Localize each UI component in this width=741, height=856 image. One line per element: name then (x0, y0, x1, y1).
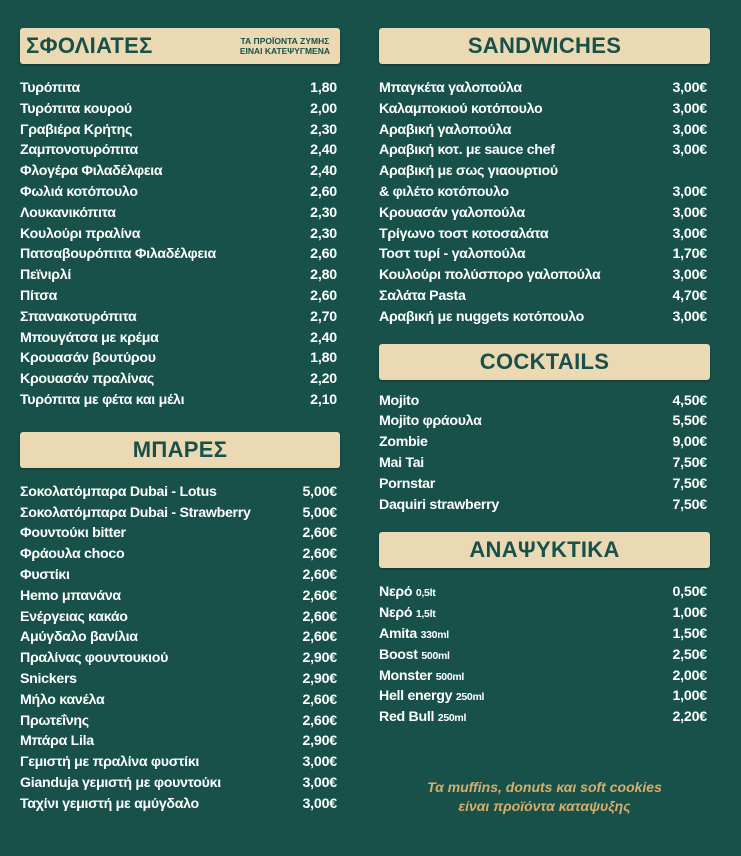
menu-item (20, 503, 340, 524)
menu-item-price: 1,50€ (672, 625, 707, 642)
menu-item-price: 2,60€ (302, 525, 337, 542)
menu-item-name: Mojito (379, 392, 419, 409)
sfoliates-list (20, 78, 340, 411)
menu-item-price: 2,30 (310, 121, 337, 138)
menu-item (20, 99, 340, 120)
sandwiches-list (379, 78, 710, 328)
menu-item-price: 2,10 (310, 391, 337, 408)
menu-item-name: Monster 500ml (379, 667, 465, 684)
menu-item-price: 1,70€ (672, 246, 707, 263)
menu-item-size: 500ml (435, 670, 465, 683)
menu-item-price: 2,60€ (302, 587, 337, 604)
menu-item-price: 1,00€ (672, 605, 707, 622)
menu-item-price: 2,60€ (302, 566, 337, 583)
menu-item-name: Τυρόπιτα με φέτα και μέλι (20, 391, 185, 408)
menu-item-price: 2,80 (310, 267, 337, 284)
menu-item (20, 773, 340, 794)
menu-item (20, 731, 340, 752)
menu-item (379, 140, 710, 161)
menu-item (20, 794, 340, 815)
menu-item-name: Ενέργειας κακάο (20, 608, 128, 625)
frozen-products-footer (379, 778, 710, 816)
menu-item (20, 627, 340, 648)
menu-item-name: Amita 330ml (379, 625, 449, 642)
menu-item-name: Τοστ τυρί - γαλοπούλα (379, 246, 526, 263)
menu-item-price: 2,30 (310, 225, 337, 242)
menu-item-price: 2,30 (310, 204, 337, 221)
menu-item-size: 0,5lt (415, 587, 436, 600)
menu-item-price: 5,50€ (672, 413, 707, 430)
menu-item-price: 7,50€ (672, 454, 707, 471)
menu-item-name: Μπαγκέτα γαλοπούλα (379, 80, 522, 96)
menu-item (379, 78, 710, 99)
menu-item-name: Ζαμπονοτυρόπιτα (20, 142, 138, 159)
menu-item (20, 120, 340, 141)
menu-item-name: Mai Tai (379, 454, 424, 471)
right-column (379, 28, 710, 728)
menu-item-price: 2,60 (310, 287, 337, 304)
menu-item-price: 3,00€ (672, 308, 707, 325)
menu-item-price: 2,50€ (672, 646, 707, 663)
menu-item-size: 500ml (421, 649, 450, 662)
menu-item-name: Pornstar (379, 475, 435, 492)
menu-item (379, 686, 710, 707)
menu-item-name: Πίτσα (20, 287, 58, 304)
cocktails-title: COCKTAILS (479, 348, 610, 374)
menu-item-name: Σοκολατόμπαρα Dubai - Strawberry (20, 504, 251, 521)
bars-title: ΜΠΑΡΕΣ (132, 436, 228, 462)
bars-list (20, 482, 340, 815)
menu-item-name: Σπανακοτυρόπιτα (20, 308, 137, 325)
menu-item-name: Gianduja γεμιστή με φουντούκι (20, 774, 221, 791)
menu-item-name: Hell energy 250ml (379, 688, 485, 705)
menu-item-price: 2,40 (310, 329, 337, 346)
menu-item-name: Αραβική κοτ. με sauce chef (379, 142, 555, 159)
menu-item-name: Λουκανικόπιτα (20, 204, 116, 221)
menu-item-name: Πρωτεΐνης (20, 712, 89, 729)
menu-item-name: Φουντούκι bitter (20, 525, 126, 542)
menu-item-price: 7,50€ (672, 496, 707, 513)
menu-item-name: Μπάρα Lila (20, 733, 94, 750)
menu-item-name: Φυστίκι (20, 566, 70, 583)
menu-item (379, 203, 710, 224)
menu-item-price: 2,60€ (302, 546, 337, 563)
menu-item-price: 3,00€ (672, 142, 707, 159)
menu-item-size: 250ml (455, 691, 485, 704)
menu-item-price: 3,00€ (672, 225, 707, 242)
menu-item (379, 99, 710, 120)
menu-item (379, 161, 710, 182)
menu-item (379, 624, 710, 645)
menu-item-name: Μπουγάτσα με κρέμα (20, 329, 159, 346)
menu-item-price: 1,00€ (672, 688, 707, 705)
menu-item (20, 161, 340, 182)
menu-item (20, 544, 340, 565)
menu-item-name: Κουλούρι πραλίνα (20, 225, 141, 242)
menu-item-name: Φωλιά κοτόπουλο (20, 183, 138, 200)
menu-item-size: 1,5lt (415, 608, 436, 621)
menu-item (20, 586, 340, 607)
menu-item-price: 0,50€ (672, 584, 707, 601)
soft-drinks-title: ΑΝΑΨΥΚΤΙΚΑ (469, 537, 620, 563)
menu-item-price: 2,20€ (672, 709, 707, 726)
menu-item (20, 752, 340, 773)
menu-item-name: Daquiri strawberry (379, 496, 499, 513)
menu-item (20, 244, 340, 265)
menu-item-price: 3,00€ (672, 204, 707, 221)
menu-item (379, 707, 710, 728)
menu-item-size: 330ml (420, 628, 449, 641)
menu-item-price: 2,90€ (302, 733, 337, 750)
menu-item-price: 3,00€ (302, 774, 337, 791)
menu-item-price: 2,60€ (302, 608, 337, 625)
menu-item-name: Νερό 0,5lt (379, 584, 436, 601)
menu-item (379, 411, 710, 432)
menu-item-price: 2,90€ (302, 650, 337, 667)
soft-drinks-banner (379, 532, 710, 568)
footer-line1: Τα muffins, donuts και soft cookies (427, 779, 662, 795)
menu-item (20, 690, 340, 711)
menu-item (20, 482, 340, 503)
menu-item-name: Καλαμποκιού κοτόπουλο (379, 100, 543, 117)
menu-item-name: Red Bull 250ml (379, 709, 467, 726)
menu-item (379, 120, 710, 141)
menu-item-name: Zombie (379, 434, 428, 451)
menu-item-name: Mojito φράουλα (379, 413, 482, 430)
menu-item-price: 2,60 (310, 183, 337, 200)
sandwiches-title: SANDWICHES (467, 33, 622, 58)
menu-item (379, 495, 710, 516)
menu-item-price: 2,60 (310, 246, 337, 263)
menu-item-price: 4,70€ (672, 287, 707, 304)
menu-item-price: 2,20 (310, 371, 337, 388)
menu-item-price: 1,80 (310, 350, 337, 367)
menu-item-name: Κρουασάν βουτύρου (20, 350, 156, 367)
menu-item (20, 328, 340, 349)
menu-item-name: Φράουλα choco (20, 546, 125, 563)
menu-item (379, 391, 710, 412)
menu-item-price: 2,40 (310, 142, 337, 159)
menu-item (379, 432, 710, 453)
menu-item-price: 5,00€ (302, 483, 337, 500)
menu-item-price: 3,00€ (302, 754, 337, 771)
menu-item-name: Γραβιέρα Κρήτης (20, 121, 133, 138)
menu-item-price: 3,00€ (672, 267, 707, 284)
menu-item (20, 369, 340, 390)
menu-item (20, 669, 340, 690)
menu-item-price: 2,70 (310, 308, 337, 325)
menu-item-name: Κρουασάν γαλοπούλα (379, 204, 525, 221)
menu-item (379, 474, 710, 495)
menu-item-price: 3,00€ (672, 183, 707, 200)
menu-item (20, 203, 340, 224)
menu-item-name: & φιλέτο κοτόπουλο (379, 183, 509, 200)
menu-item (379, 224, 710, 245)
menu-item-price: 3,00€ (302, 795, 337, 812)
menu-item-price: 2,90€ (302, 670, 337, 687)
sandwiches-banner (379, 28, 710, 64)
footer-line2: είναι προϊόντα καταψυξης (458, 798, 631, 814)
menu-item-price: 1,80 (310, 80, 337, 96)
menu-item (20, 286, 340, 307)
menu-item-name: Αραβική με σως γιαουρτιού (379, 163, 558, 180)
menu-item (20, 265, 340, 286)
menu-item (20, 523, 340, 544)
menu-item-name: Τρίγωνο τοστ κοτοσαλάτα (379, 225, 549, 242)
menu-item-name: Πατσαβουρόπιτα Φιλαδέλφεια (20, 246, 216, 263)
menu-item (20, 307, 340, 328)
menu-item (20, 140, 340, 161)
menu-item-name: Boost 500ml (379, 646, 450, 663)
menu-item (20, 224, 340, 245)
menu-item-name: Κρουασάν πραλίνας (20, 371, 155, 388)
menu-item (20, 390, 340, 411)
menu-item-price: 2,60€ (302, 629, 337, 646)
menu-item (20, 348, 340, 369)
menu-item-name: Πραλίνας φουντουκιού (20, 650, 169, 667)
bars-banner (20, 432, 340, 468)
menu-item (20, 607, 340, 628)
menu-item-price: 9,00€ (672, 434, 707, 451)
menu-item-price: 4,50€ (672, 392, 707, 409)
menu-item-size: 250ml (437, 712, 467, 725)
menu-item-name: Πεϊνιρλί (20, 267, 71, 284)
menu-item-name: Τυρόπιτα κουρού (20, 100, 132, 117)
menu-item (379, 286, 710, 307)
menu-item-price: 3,00€ (672, 121, 707, 138)
sfoliates-banner (20, 28, 340, 64)
menu-item (379, 307, 710, 328)
menu-item-price: 2,00€ (672, 667, 707, 684)
cocktails-banner (379, 344, 710, 380)
frozen-note (240, 36, 330, 56)
menu-item-name: Hemo μπανάνα (20, 587, 121, 604)
menu-item-name: Φλογέρα Φιλαδέλφεια (20, 163, 163, 180)
menu-item-price: 2,60€ (302, 712, 337, 729)
frozen-note-line2: ΕΙΝΑΙ ΚΑΤΕΨΥΓΜΕΝΑ (239, 46, 330, 56)
menu-item (379, 582, 710, 603)
menu-item (20, 78, 340, 99)
menu-item-name: Αραβική γαλοπούλα (379, 121, 512, 138)
menu-item (379, 603, 710, 624)
menu-item-name: Αμύγδαλο βανίλια (20, 629, 138, 646)
menu-item (20, 565, 340, 586)
menu-item (379, 265, 710, 286)
menu-item-price: 2,40 (310, 163, 337, 180)
menu-item-price: 2,00 (310, 100, 337, 117)
menu-item-name: Σαλάτα Pasta (379, 287, 466, 304)
menu-item-name: Τυρόπιτα (20, 80, 80, 96)
menu-item-price: 5,00€ (302, 504, 337, 521)
menu-item (379, 645, 710, 666)
menu-item-name: Γεμιστή με πραλίνα φυστίκι (20, 754, 200, 771)
menu-item-price: 3,00€ (672, 80, 707, 96)
frozen-note-line1: ΤΑ ΠΡΟΪΟΝΤΑ ΖΥΜΗΣ (240, 36, 330, 46)
left-column (20, 28, 340, 815)
menu-item (20, 648, 340, 669)
sfoliates-title: ΣΦΟΛΙΑΤΕΣ (26, 33, 153, 58)
menu-item-name: Snickers (20, 670, 77, 687)
menu-item (379, 182, 710, 203)
menu-item (379, 666, 710, 687)
menu-item (20, 182, 340, 203)
menu-item-price: 7,50€ (672, 475, 707, 492)
menu-item-name: Μήλο κανέλα (20, 691, 105, 708)
menu-item (20, 711, 340, 732)
menu-item-price: 2,60€ (302, 691, 337, 708)
menu-item-name: Αραβική με nuggets κοτόπουλο (379, 308, 585, 325)
menu-item-price: 3,00€ (672, 100, 707, 117)
menu-item-name: Ταχίνι γεμιστή με αμύγδαλο (20, 795, 199, 812)
menu-item (379, 453, 710, 474)
menu-item (379, 244, 710, 265)
menu-item-name: Νερό 1,5lt (379, 605, 436, 622)
menu-item-name: Σοκολατόμπαρα Dubai - Lotus (20, 483, 217, 500)
menu-item-name: Κουλούρι πολύσπορο γαλοπούλα (379, 267, 601, 284)
cocktails-list (379, 391, 710, 516)
soft-drinks-list (379, 582, 710, 728)
